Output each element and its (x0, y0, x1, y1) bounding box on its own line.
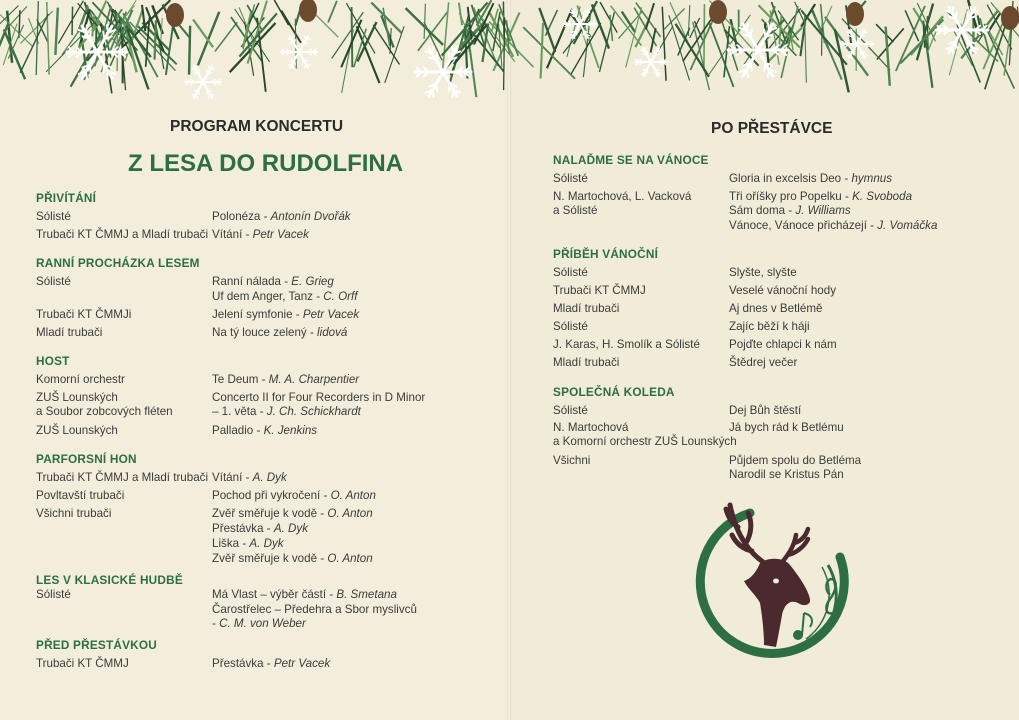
section-les-v-klasicke-hudbe: LES V KLASICKÉ HUDBĚ (36, 573, 183, 587)
fir-needle (198, 12, 219, 66)
work: Slyšte, slyšte (729, 266, 797, 279)
work: Zvěř směřuje k vodě - O. Anton (212, 552, 373, 565)
section-privitani: PŘIVÍTÁNÍ (36, 191, 97, 205)
work: Vítání - Petr Vacek (212, 228, 309, 241)
fir-needle (295, 19, 296, 69)
work: Liška - A. Dyk (212, 537, 284, 550)
performer: Sólisté (36, 210, 71, 223)
work: Štědrej večer (729, 356, 798, 369)
work: Ranní nálada - E. Grieg (212, 275, 334, 288)
work: Tři oříšky pro Popelku - K. Svoboda (729, 190, 913, 203)
pine-cone (846, 2, 864, 26)
work: Veselé vánoční hody (729, 284, 836, 297)
fir-garland-decoration (0, 0, 1019, 110)
after-break-heading: PO PŘESTÁVCE (711, 120, 833, 137)
performer: Trubači KT ČMMJ a Mladí trubači (36, 471, 209, 484)
section-ranni-prochazka: RANNÍ PROCHÁZKA LESEM (36, 256, 200, 270)
work: Jelení symfonie - Petr Vacek (212, 308, 360, 321)
performer: Sólisté (36, 588, 71, 601)
fir-needle (877, 28, 904, 59)
work: Má Vlast – výběr částí - B. Smetana (212, 588, 397, 601)
performer: Všichni trubači (36, 507, 112, 520)
work: Přestávka - Petr Vacek (212, 657, 331, 670)
fir-needle (20, 14, 48, 73)
fir-needle (390, 28, 391, 54)
performer: Mladí trubači (36, 326, 103, 339)
work: Vánoce, Vánoce přicházejí - J. Vomáčka (729, 219, 938, 232)
performer: Trubači KT ČMMJi (36, 308, 132, 321)
program-heading: PROGRAM KONCERTU (170, 118, 344, 135)
performer: ZUŠ Lounských (36, 424, 118, 437)
fir-needle (779, 15, 781, 48)
fir-needle (47, 2, 49, 75)
performer: Trubači KT ČMMJ (36, 657, 129, 670)
performer: Komorní orchestr (36, 373, 125, 386)
performer: Mladí trubači (553, 356, 620, 369)
section-parforsni-hon: PARFORSNÍ HON (36, 452, 137, 466)
pine-cone (166, 3, 184, 27)
work: Čarostřelec – Předehra a Sbor myslivců - C. M. von Weber (212, 603, 417, 630)
section-spolecna-koleda: SPOLEČNÁ KOLEDA (553, 385, 675, 399)
performer: J. Karas, H. Smolík a Sólisté (553, 338, 700, 351)
fir-needle (328, 1, 337, 23)
work: Pojďte chlapci k nám (729, 338, 837, 351)
work: Půjdem spolu do Betléma Narodil se Kristus Pán (729, 454, 862, 481)
performer: Trubači KT ČMMJ a Mladí trubači (36, 228, 209, 241)
fir-needle (600, 2, 617, 33)
fir-needle (155, 20, 156, 60)
section-naladme-se: NALAĎME SE NA VÁNOCE (553, 153, 709, 167)
fir-needle (924, 24, 925, 48)
work: Zvěř směřuje k vodě - O. Anton (212, 507, 373, 520)
pine-cone (299, 0, 317, 22)
work: Polonéza - Antonín Dvořák (212, 210, 351, 223)
performer: Všichni (553, 454, 591, 467)
performer: Mladí trubači (553, 302, 620, 315)
pine-cone (709, 0, 727, 24)
work: Na tý louce zelený - lidová (212, 326, 348, 339)
work: Zajíc běží k háji (729, 320, 810, 333)
fir-needle (670, 2, 690, 45)
work: Palladio - K. Jenkins (212, 424, 318, 437)
performer: Sólisté (36, 275, 71, 288)
work: Aj dnes v Betlémě (729, 302, 823, 315)
fir-needle (651, 28, 656, 52)
section-pred-prestavkou: PŘED PŘESTÁVKOU (36, 638, 157, 652)
performer: Trubači KT ČMMJ (553, 284, 646, 297)
work: Te Deum - M. A. Charpentier (212, 373, 360, 386)
work: Gloria in excelsis Deo - hymnus (729, 172, 893, 185)
work: Přestávka - A. Dyk (212, 522, 309, 535)
fir-needle (418, 11, 448, 51)
work: Sám doma - J. Williams (729, 204, 851, 217)
fir-needle (315, 14, 338, 37)
performer: ZUŠ Lounských a Soubor zobcových fléten (36, 391, 173, 418)
fir-needle (541, 23, 543, 79)
work: Uf dem Anger, Tanz - C. Orff (212, 290, 358, 303)
fir-needle (37, 19, 48, 43)
performer: Povltavští trubači (36, 489, 125, 502)
fir-needle (896, 6, 925, 71)
deer-music-logo (690, 495, 860, 665)
snowflake-icon (185, 66, 221, 98)
performer: Sólisté (553, 172, 588, 185)
section-pribeh-vanocni: PŘÍBĚH VÁNOČNÍ (553, 247, 659, 261)
fir-needle (669, 15, 690, 80)
performer: Sólisté (553, 404, 588, 417)
performer: N. Martochová a Komorní orchestr ZUŠ Lounských (553, 421, 737, 448)
performer: N. Martochová, L. Vacková a Sólisté (553, 190, 692, 217)
fir-needle (274, 0, 288, 25)
section-host: HOST (36, 354, 70, 368)
concert-title: Z LESA DO RUDOLFINA (128, 150, 404, 177)
work: Concerto II for Four Recorders in D Minor – 1. věta - J. Ch. Schickhardt (212, 391, 426, 418)
fir-needle (215, 22, 237, 51)
pine-cone (1001, 6, 1019, 30)
fir-needle (161, 18, 162, 40)
fir-needle (55, 8, 57, 55)
work: Pochod při vykročení - O. Anton (212, 489, 376, 502)
work: Já bych rád k Betlému (729, 421, 844, 434)
fir-needle (126, 26, 148, 89)
work: Vítání - A. Dyk (212, 471, 287, 484)
fir-needle (424, 4, 425, 39)
performer: Sólisté (553, 266, 588, 279)
performer: Sólisté (553, 320, 588, 333)
work: Dej Bůh štěstí (729, 404, 802, 417)
fir-needle (189, 26, 190, 75)
